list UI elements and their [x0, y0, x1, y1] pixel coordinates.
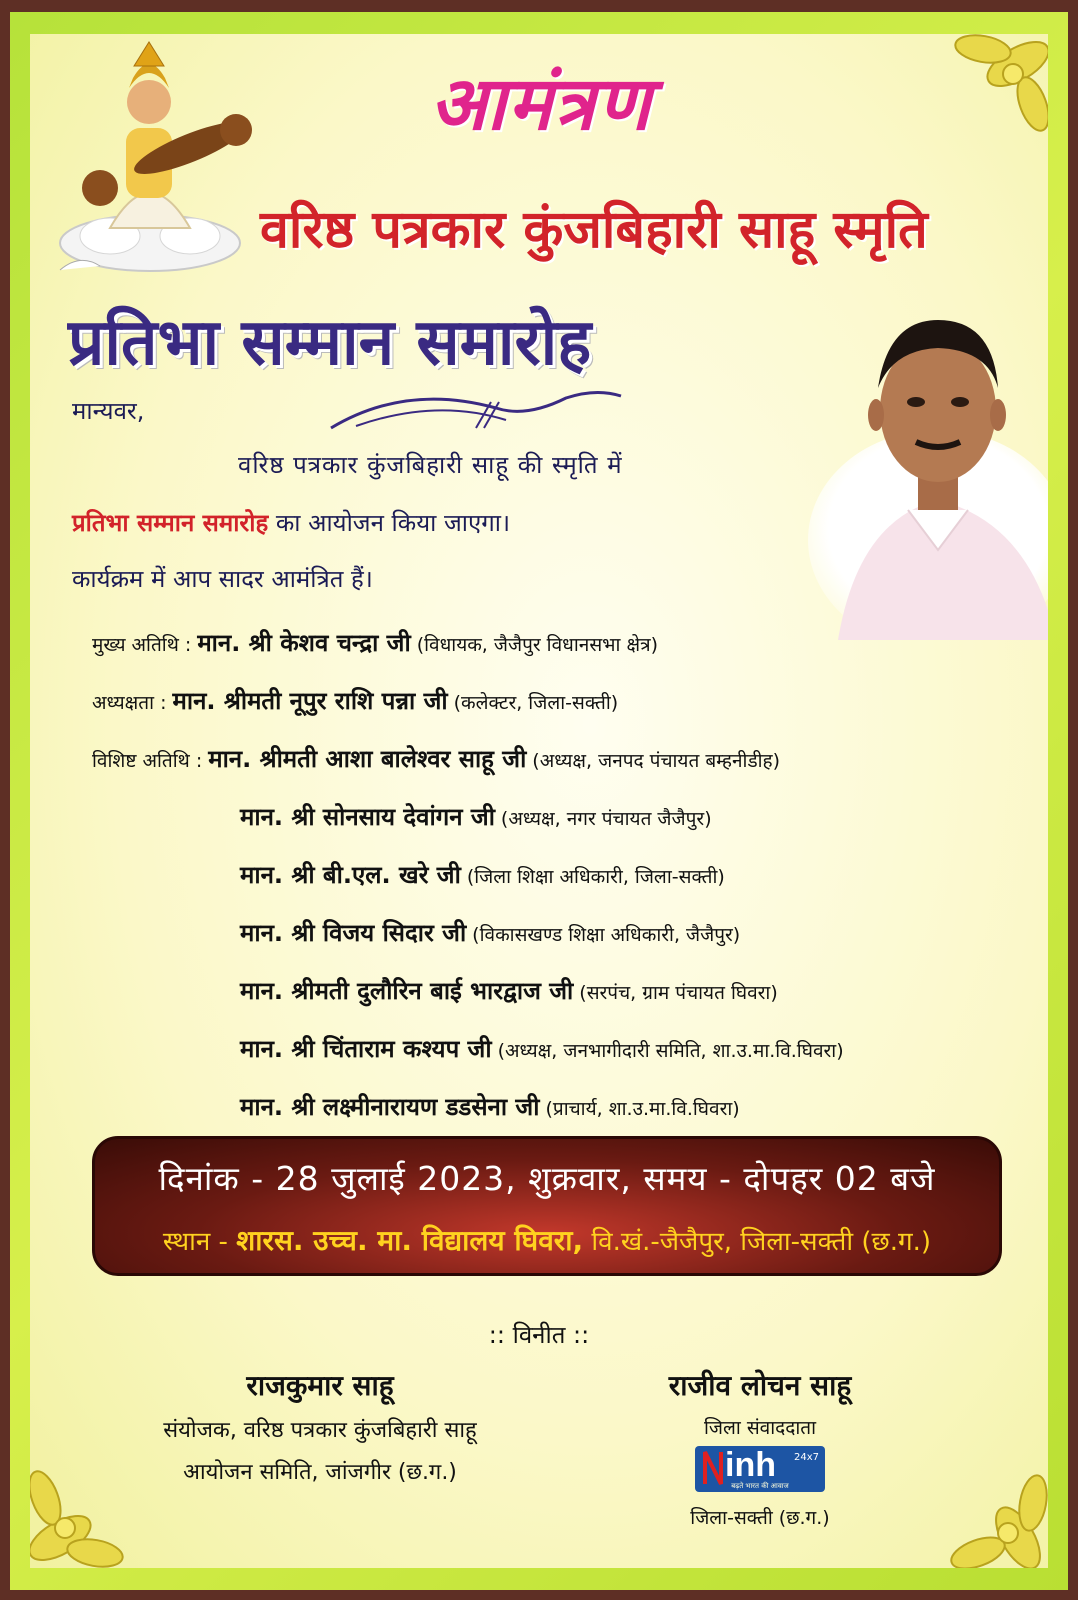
guest-row: [92, 974, 844, 1032]
guest-designation: (जिला शिक्षा अधिकारी, जिला-सक्ती): [466, 866, 725, 888]
logo-tagline: बढ़ते भारत की आवाज: [731, 1482, 789, 1490]
venue-name: शारस. उच्च. मा. विद्यालय घिवरा,: [236, 1224, 584, 1257]
inh-mark-icon: [703, 1450, 723, 1486]
guest-designation: (कलेक्टर, जिला-सक्ती): [453, 692, 619, 714]
guest-designation: (अध्यक्ष, जनभागीदारी समिति, शा.उ.मा.वि.घिवरा): [497, 1040, 844, 1062]
guest-row: [92, 684, 844, 742]
signatory-name: राजीव लोचन साहू: [668, 1369, 852, 1402]
guest-designation: (सरपंच, ग्राम पंचायत घिवरा): [579, 982, 778, 1004]
signatory-organization: आयोजन समिति, जांजगीर (छ.ग.): [183, 1460, 457, 1485]
venue-address: वि.खं.-जैजैपुर, जिला-सक्ती (छ.ग.): [583, 1227, 932, 1257]
signatory-designation: संयोजक, वरिष्ठ पत्रकार कुंजबिहारी साहू: [163, 1418, 477, 1443]
guest-name: मान. श्री बी.एल. खरे जी: [240, 861, 461, 889]
intro-line-2-rest: का आयोजन किया जाएगा।: [268, 509, 511, 537]
flower-corner-bottom-right: [908, 1428, 1048, 1568]
guest-name: मान. श्रीमती नूपुर राशि पन्ना जी: [172, 687, 448, 715]
date-time: दिनांक - 28 जुलाई 2023, शुक्रवार, समय - दोपहर 02 बजे: [158, 1159, 936, 1198]
guest-role: अध्यक्षता :: [92, 692, 167, 714]
event-highlight: प्रतिभा सम्मान समारोह: [72, 509, 269, 537]
guest-row: [92, 858, 844, 916]
guest-designation: (अध्यक्ष, नगर पंचायत जैजैपुर): [500, 808, 712, 830]
event-name: प्रतिभा सम्मान समारोह: [68, 305, 592, 380]
invitation-title: आमंत्रण: [430, 61, 653, 147]
guest-designation: (विधायक, जैजैपुर विधानसभा क्षेत्र): [416, 634, 659, 656]
signatory-name: राजकुमार साहू: [246, 1369, 394, 1402]
guest-name: मान. श्री केशव चन्द्रा जी: [197, 629, 411, 657]
flower-corner-top-right: [908, 34, 1048, 174]
signatory-location: जिला-सक्ती (छ.ग.): [690, 1507, 830, 1529]
guest-designation: (विकासखण्ड शिक्षा अधिकारी, जैजैपुर): [472, 924, 741, 946]
logo-247: 24x7: [793, 1452, 819, 1463]
intro-line-2: [72, 506, 510, 539]
portrait-photo: [798, 280, 1048, 640]
venue-label: स्थान -: [162, 1227, 237, 1257]
guest-role: मुख्य अतिथि :: [92, 634, 192, 656]
guest-name: मान. श्री चिंताराम कश्यप जी: [240, 1035, 492, 1063]
guest-list: [92, 626, 844, 1148]
guest-designation: (अध्यक्ष, जनपद पंचायत बम्हनीडीह): [532, 750, 781, 772]
guest-row: [92, 800, 844, 858]
guest-name: मान. श्री विजय सिदार जी: [240, 919, 467, 947]
guest-name: मान. श्री सोनसाय देवांगन जी: [240, 803, 495, 831]
inh-news-logo: [695, 1446, 825, 1492]
signatory-left: [110, 1366, 530, 1498]
guest-row: [92, 626, 844, 684]
invitation-card: [30, 34, 1048, 1568]
guest-row: [92, 916, 844, 974]
logo-text: inh: [725, 1446, 776, 1484]
guest-role: विशिष्ट अतिथि :: [92, 750, 203, 772]
guest-name: मान. श्रीमती आशा बालेश्वर साहू जी: [208, 745, 527, 773]
schedule-box: [92, 1136, 1002, 1276]
decorative-flourish: [326, 388, 626, 438]
venue: [95, 1221, 999, 1259]
saraswati-illustration: [40, 38, 270, 278]
intro-line-3: कार्यक्रम में आप सादर आमंत्रित हैं।: [72, 565, 373, 593]
guest-designation: (प्राचार्य, शा.उ.मा.वि.घिवरा): [545, 1098, 740, 1120]
memorial-subtitle: वरिष्ठ पत्रकार कुंजबिहारी साहू स्मृति: [260, 200, 928, 260]
guest-row: [92, 1032, 844, 1090]
salutation: मान्यवर,: [72, 397, 145, 425]
vinit-heading: :: विनीत ::: [488, 1321, 590, 1349]
guest-name: मान. श्री लक्ष्मीनारायण डडसेना जी: [240, 1093, 540, 1121]
guest-row: [92, 742, 844, 800]
guest-name: मान. श्रीमती दुलौरिन बाई भारद्वाज जी: [240, 977, 574, 1005]
intro-line-1: वरिष्ठ पत्रकार कुंजबिहारी साहू की स्मृति में: [238, 451, 623, 479]
signatory-right: [630, 1366, 890, 1536]
signatory-designation: जिला संवाददाता: [703, 1417, 817, 1439]
